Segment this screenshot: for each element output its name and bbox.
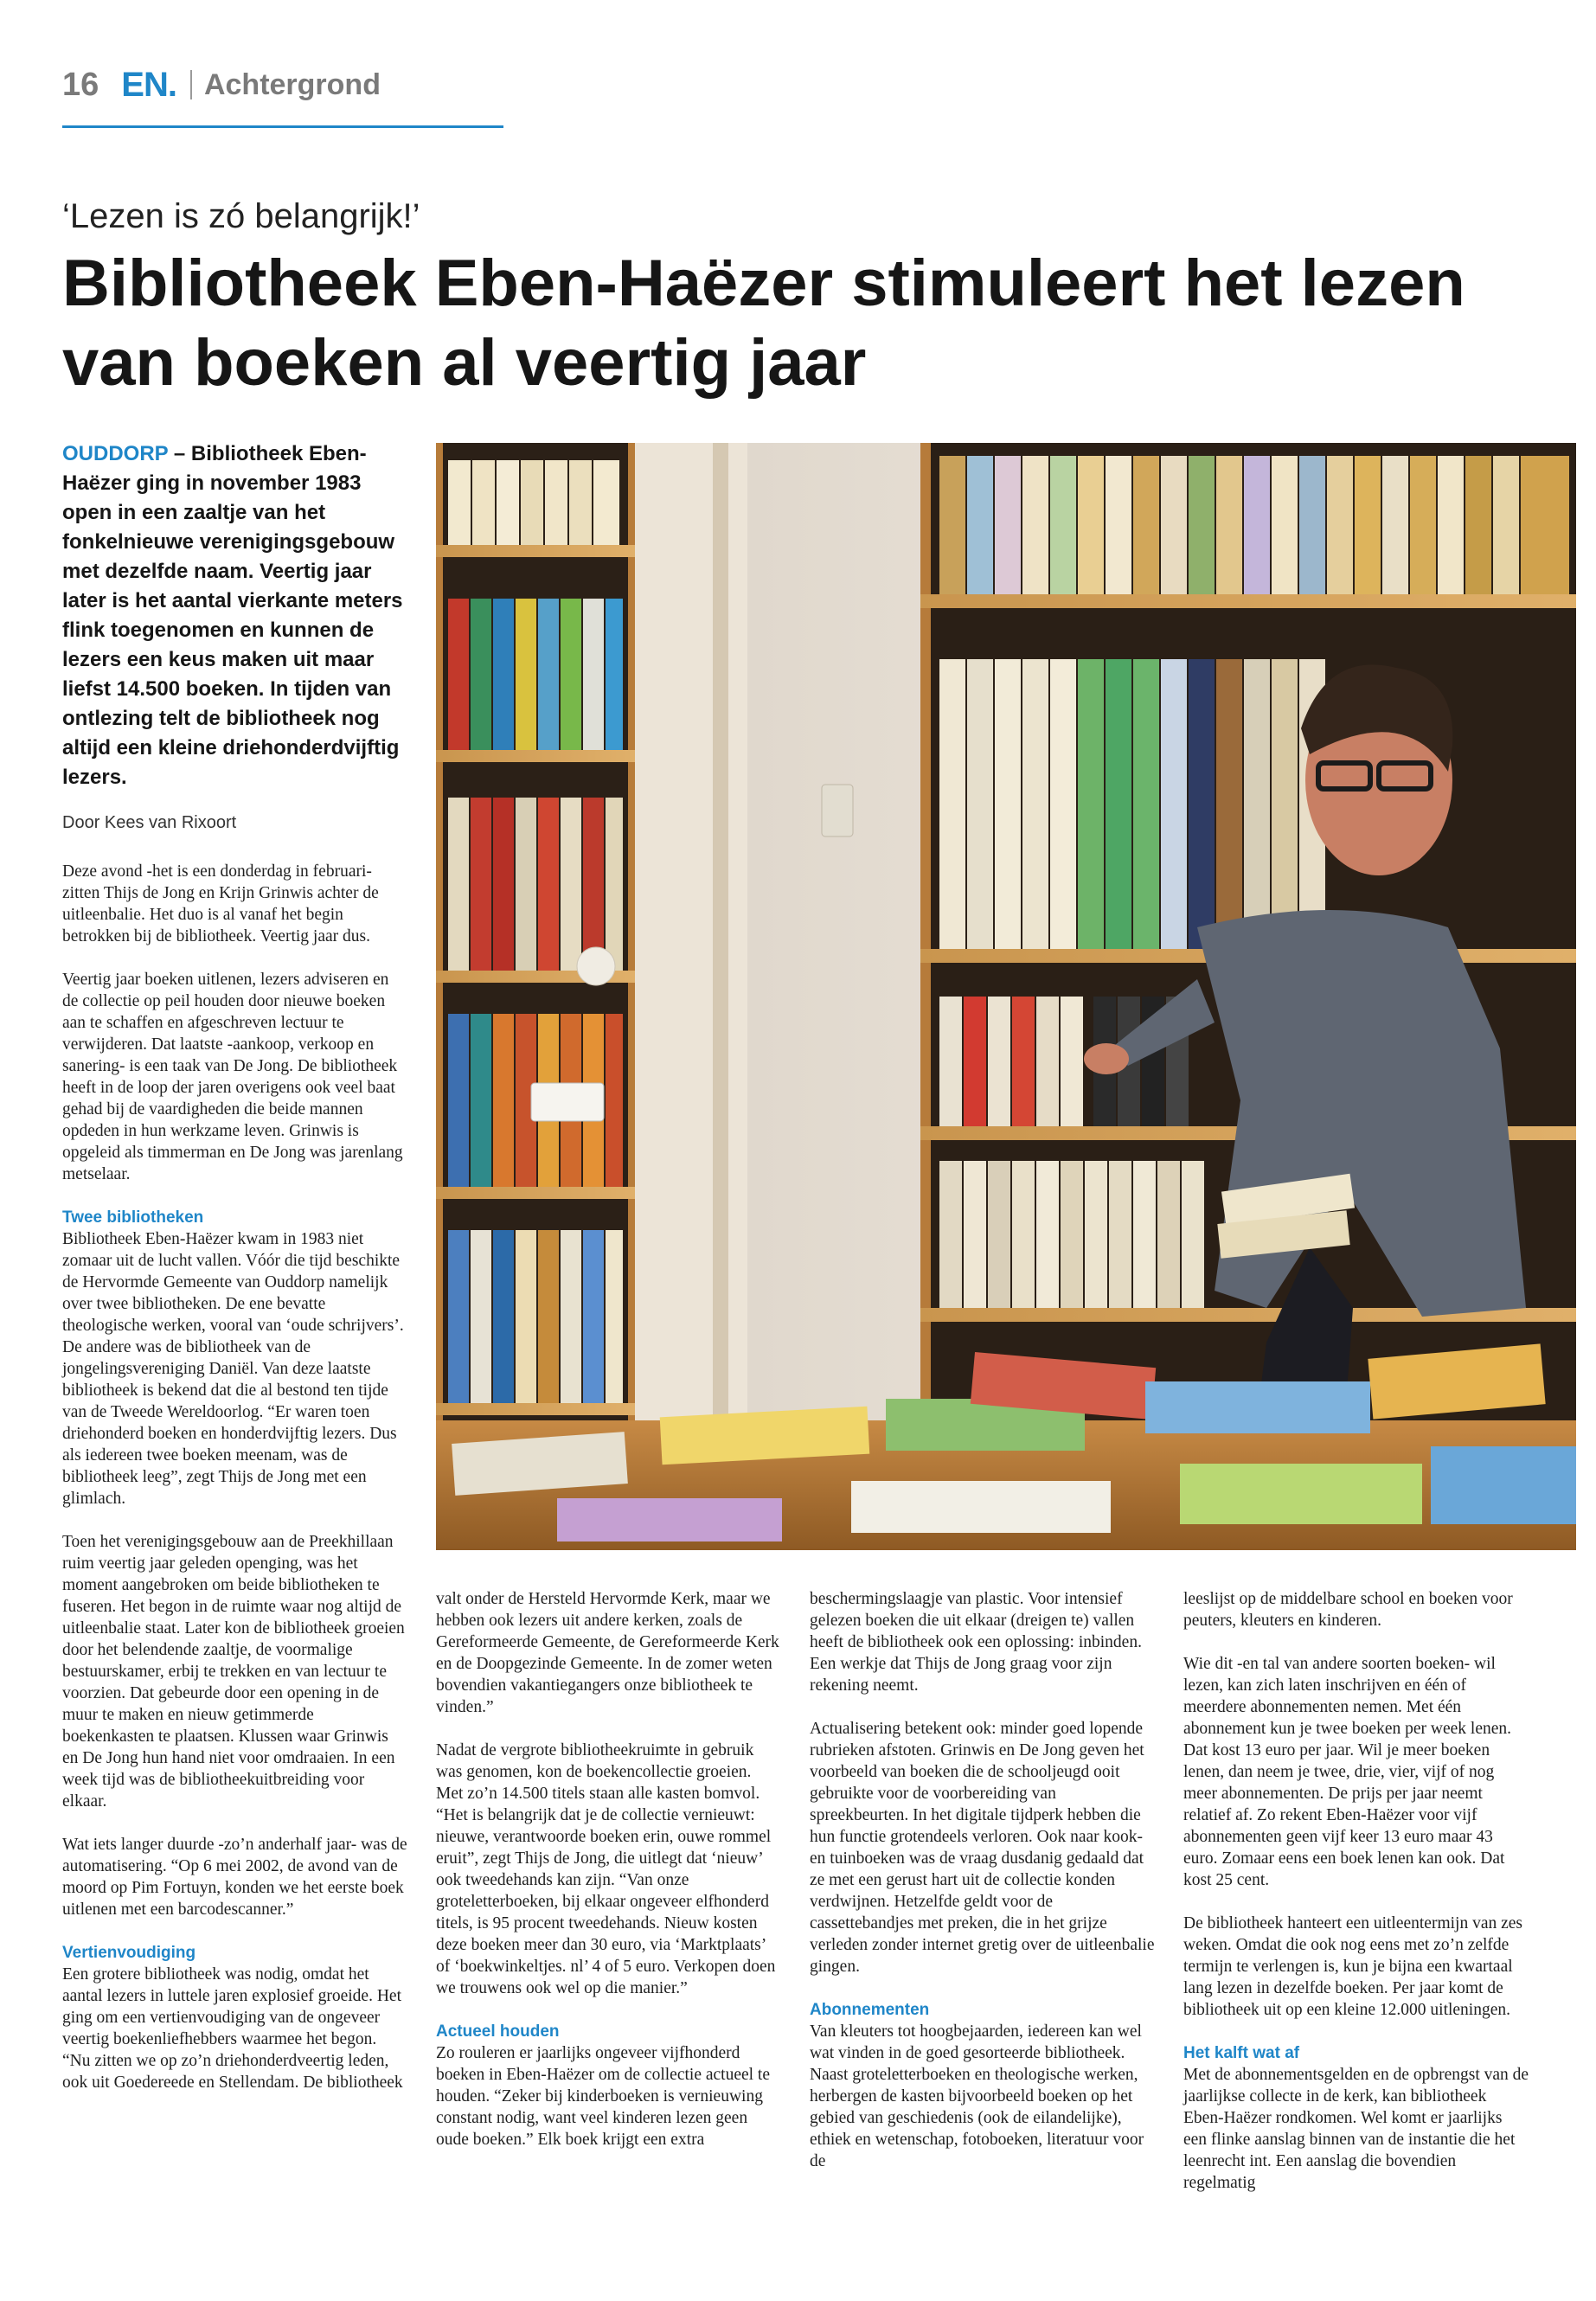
page-number: 16 (62, 66, 99, 103)
paragraph: valt onder de Hersteld Hervormde Kerk, maar we hebben ook lezers uit andere kerken, zoals de Gereformeerde Gemeente, de Gereformeerde Kerk en de Doopgezinde Gemeente. In de zomer weten bovendien vakantiegangers onze bibliotheek te vinden.” (436, 1590, 779, 1716)
paragraph: Nadat de vergrote bibliotheekruimte in gebruik was genomen, kon de boekencollectie groeien. Met zo’n 14.500 titels staan alle kasten bomvol. “Het is belangrijk dat je de collectie vernieuwt: nieuwe, verantwoorde boeken erin, ouwe rommel eruit”, zegt Thijs de Jong, die uitlegt dat ‘nieuw’ ook tweedehands kan zijn. “Van onze groteletterboeken, bij elkaar ongeveer elfhonderd titels, is 95 procent tweedehands. Nieuw kosten deze boeken meer dan 30 euro, via ‘Marktplaats’ of ‘boekwinkeltjes. nl’ 4 of 5 euro. Verkopen doen we trouwens ook wel op die manier.” (436, 1741, 776, 1997)
library-photo (436, 443, 1576, 1550)
paragraph: Een grotere bibliotheek was nodig, omdat het aantal lezers in luttele jaren explosief groeide. Het ging om een vertienvoudiging van de ongeveer veertig boekenliefhebbers waarmee het begon. “Nu zitten we op zo’n driehonderdveertig leden, ook uit Goedereede en Stellendam. De bibliotheek (62, 1965, 403, 2092)
paragraph: leeslijst op de middelbare school en boeken voor peuters, kleuters en kinderen. (1183, 1590, 1513, 1630)
headline: Bibliotheek Eben-Haëzer stimuleert het lezen van boeken al veertig jaar (62, 247, 1465, 400)
paragraph: Zo rouleren er jaarlijks ongeveer vijfhonderd boeken in Eben-Haëzer om de collectie actueel te houden. “Zeker bij kinderboeken is vernieuwing constant nodig, want veel kinderen lezen geen oude boeken.” Elk boek krijgt een extra (436, 2044, 771, 2149)
article-column-4 (1183, 1588, 1529, 2215)
subheading: Actueel houden (436, 2022, 560, 2041)
paragraph: Actualisering betekent ook: minder goed lopende rubrieken afstoten. Grinwis en De Jong geven het voorbeeld van boeken die de schooljeugd ooit gebruikte voor de voorbereiding van spreekbeurten. In het digitale tijdperk hebben die hun functie grotendeels verloren. Ook naar kook- en tuinboeken was de vraag dusdanig gedaald dat ze met een gerust hart uit de collectie konden verdwijnen. Hetzelfde geldt voor de cassettebandjes met preken, die in het grijze verleden zonder internet gretig over de uitleenbalie gingen. (810, 1720, 1155, 1976)
dateline-place: OUDDORP (62, 442, 169, 465)
paragraph: Veertig jaar boeken uitlenen, lezers adviseren en de collectie op peil houden door nieuwe boeken aan te schaffen en afgeschreven lectuur te verwijderen. Dat laatste -aankoop, verkoop en sanering- is een taak van De Jong. De bibliotheek heeft in de loop der jaren overigens ook veel baat gehad bij de vaardigheden die beide mannen opdeden in hun werkzame leven. Grinwis is opgeleid als timmerman en De Jong was jarenlang metselaar. (62, 971, 403, 1183)
page-header (62, 62, 381, 107)
paragraph: Toen het verenigingsgebouw aan de Preekhillaan ruim veertig jaar geleden openging, was het moment aangebroken om beide bibliotheken te fuseren. Het begon in de ruimte waar nog altijd de uitleenbalie staat. Later kon de bibliotheek groeien door het belendende zaaltje, de voormalige bestuurskamer, erbij te trekken en van lectuur te voorzien. Dat gebeurde door een opening in de muur te maken en nieuw getimmerde boekenkasten te plaatsen. Klussen waar Grinwis en De Jong hun hand niet voor omdraaien. In een week tijd was de bibliotheekuitbreiding voor elkaar. (62, 1533, 405, 1811)
article-column-2 (436, 1588, 782, 2172)
header-rule (62, 125, 503, 128)
paragraph: Deze avond -het is een donderdag in februari- zitten Thijs de Jong en Krijn Grinwis achter de uitleenbalie. Het duo is al vanaf het begin betrokken bij de bibliotheek. Veertig jaar dus. (62, 862, 379, 945)
article-column-1 (62, 861, 408, 2115)
header-divider (190, 70, 192, 99)
byline: Door Kees van Rixoort (62, 813, 237, 832)
paragraph: De bibliotheek hanteert een uitleentermijn van zes weken. Omdat die ook nog eens met zo’n zelfde termijn te verlengen is, kun je bijna een kwartaal lang lezen in dezelfde boeken. Per jaar komt de bibliotheek uit op een kleine 12.000 uitleningen. (1183, 1914, 1523, 2019)
section-title: Achtergrond (203, 67, 381, 101)
subheading: Abonnementen (810, 2001, 930, 2019)
subheading: Twee bibliotheken (62, 1208, 204, 1227)
paragraph: Wat iets langer duurde -zo’n anderhalf jaar- was de automatisering. “Op 6 mei 2002, de avond van de moord op Pim Fortuyn, konden we het eerste boek uitlenen met een barcodescanner.” (62, 1836, 407, 1919)
paragraph: Met de abonnementsgelden en de opbrengst van de jaarlijkse collecte in de kerk, kan bibliotheek Eben-Haëzer rondkomen. Wel komt er jaarlijks een flinke aanslag binnen van de instantie die het leenrecht int. Een aanslag die bovendien regelmatig (1183, 2066, 1529, 2192)
paragraph: Bibliotheek Eben-Haëzer kwam in 1983 niet zomaar uit de lucht vallen. Vóór die tijd beschikte de Hervormde Gemeente van Ouddorp namelijk over twee bibliotheken. De ene bevatte theologische werken, vooral van ‘oude schrijvers’. De andere was de bibliotheek van de jongelingsvereniging Daniël. Van deze laatste bibliotheek is bekend dat die al bestond ten tijde van de Tweede Wereldoorlog. “Er waren toen driehonderd boeken en honderdvijftig lezers. Dus als iedereen twee boeken meenam, was de bibliotheek leeg”, zegt Thijs de Jong met een glimlach. (62, 1230, 404, 1508)
article-column-3 (810, 1588, 1156, 2194)
subheading: Vertienvoudiging (62, 1944, 196, 1962)
paragraph: Van kleuters tot hoogbejaarden, iedereen kan wel wat vinden in de goed gesorteerde bibliotheek. Naast groteletterboeken en theologische werken, herbergen de kasten bijvoorbeeld boeken op het gebied van geschiedenis (ook de eilandelijke), ethiek en wetenschap, fotoboeken, literatuur voor de (810, 2022, 1144, 2170)
lead-text: – Bibliotheek Eben-Haëzer ging in november 1983 open in een zaaltje van het fonkelnieuwe verenigingsgebouw met dezelfde naam. Veertig jaar later is het aantal vierkante meters flink toegenomen en kunnen de lezers een keus maken uit maar liefst 14.500 boeken. In tijden van ontlezing telt de bibliotheek nog altijd een kleine driehonderdvijftig lezers. (62, 442, 403, 789)
lead-paragraph (62, 439, 408, 792)
kicker: ‘Lezen is zó belangrijk!’ (62, 197, 420, 235)
paragraph: Wie dit -en tal van andere soorten boeken- wil lezen, kan zich laten inschrijven en één of meerdere abonnementen nemen. Met één abonnement kun je twee boeken per week lenen. Dat kost 13 euro per jaar. Wil je meer boeken lenen, dan neem je twee, drie, vier, vijf of nog meer abonnementen. De prijs per jaar neemt relatief af. Zo rekent Eben-Haëzer voor vijf abonnementen geen vijf keer 13 euro maar 43 euro. Zomaar eens een boek lenen kan ook. Dat kost 25 cent. (1183, 1655, 1512, 1889)
paragraph: beschermingslaagje van plastic. Voor intensief gelezen boeken die uit elkaar (dreigen te) vallen heeft de bibliotheek ook een oplossing: inbinden. Een werkje dat Thijs de Jong graag voor zijn rekening neemt. (810, 1590, 1142, 1695)
subheading: Het kalft wat af (1183, 2044, 1300, 2062)
newspaper-logo: EN. (121, 65, 176, 104)
left-books (448, 460, 623, 1403)
